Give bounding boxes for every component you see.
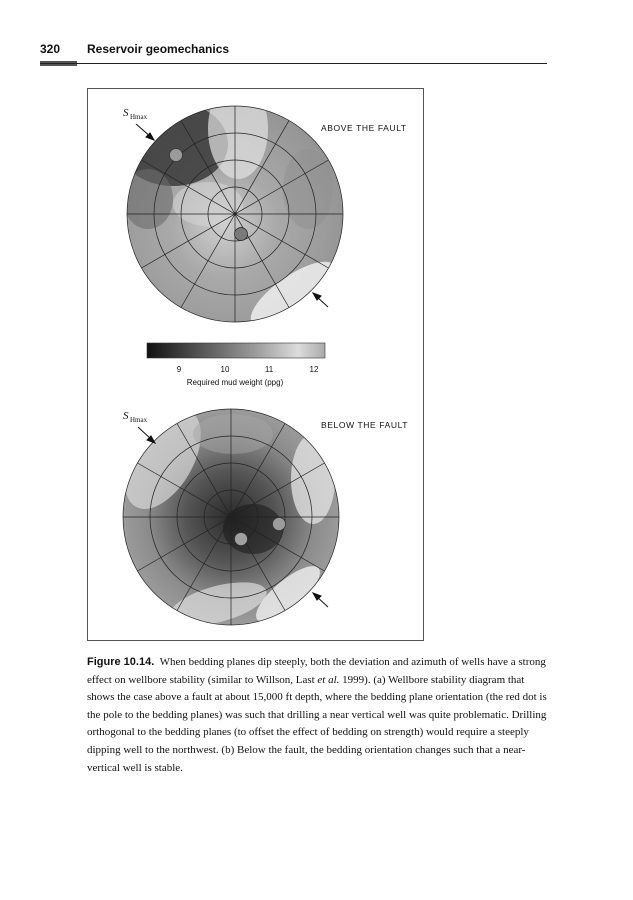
colorbar-label: Required mud weight (ppg): [186, 378, 284, 387]
caption-text-1: When bedding planes dip steeply, both the deviation and azimuth of wells have a strong effect on wellbore stability (similar to Willson, Last: [87, 656, 546, 686]
shmax-symbol-a: S: [123, 107, 129, 119]
colorbar-tick-11: 11: [264, 365, 274, 374]
shmax-arrow-a: [136, 124, 154, 140]
shmax-subscript-b: Hmax: [130, 416, 148, 424]
figure-frame: [87, 88, 424, 641]
caption-label: Figure 10.14.: [87, 656, 155, 668]
colorbar: [147, 343, 325, 387]
caption-etal: et al.: [317, 673, 340, 686]
shmax-subscript-a: Hmax: [130, 113, 148, 121]
stereonet-above: [118, 89, 344, 337]
direction-arrow-b: [313, 593, 328, 607]
well-dot-above: [235, 228, 248, 241]
panel-b-label: BELOW THE FAULT: [321, 420, 409, 430]
running-title: Reservoir geomechanics: [87, 42, 230, 56]
shmax-label-a: [123, 107, 148, 121]
page-number: 320: [40, 42, 61, 56]
bedding-pole-dot-above: [170, 149, 183, 162]
figure-svg: [88, 89, 425, 642]
shmax-arrow-b: [138, 427, 155, 443]
figure-caption: [87, 654, 547, 777]
bedding-pole-dot-below: [273, 518, 286, 531]
caption-text-2: 1999). (a) Wellbore stability diagram that shows the case above a fault at about 15,000 ft depth, where the bedding plane orientation (the red dot is the pole to the bedding planes) was such that drilling a near vertical well was quite problematic. Drilling orthogonal to the bedding planes (to offset the effect of bedding on strength) would require a steeply dipping well to the northwest. (b) Below the fault, the bedding orientation changes such that a near-vertical well is stable.: [87, 673, 547, 774]
header-rule: [40, 63, 547, 64]
colorbar-gradient: [147, 343, 325, 358]
shmax-symbol-b: S: [123, 410, 129, 422]
shmax-label-b: [123, 410, 148, 424]
direction-arrow-a: [313, 293, 328, 307]
colorbar-tick-9: 9: [176, 365, 182, 374]
colorbar-tick-12: 12: [309, 365, 319, 374]
panel-a-label: ABOVE THE FAULT: [321, 123, 407, 133]
colorbar-tick-10: 10: [220, 365, 230, 374]
running-header: [40, 40, 550, 68]
well-dot-below: [235, 533, 248, 546]
